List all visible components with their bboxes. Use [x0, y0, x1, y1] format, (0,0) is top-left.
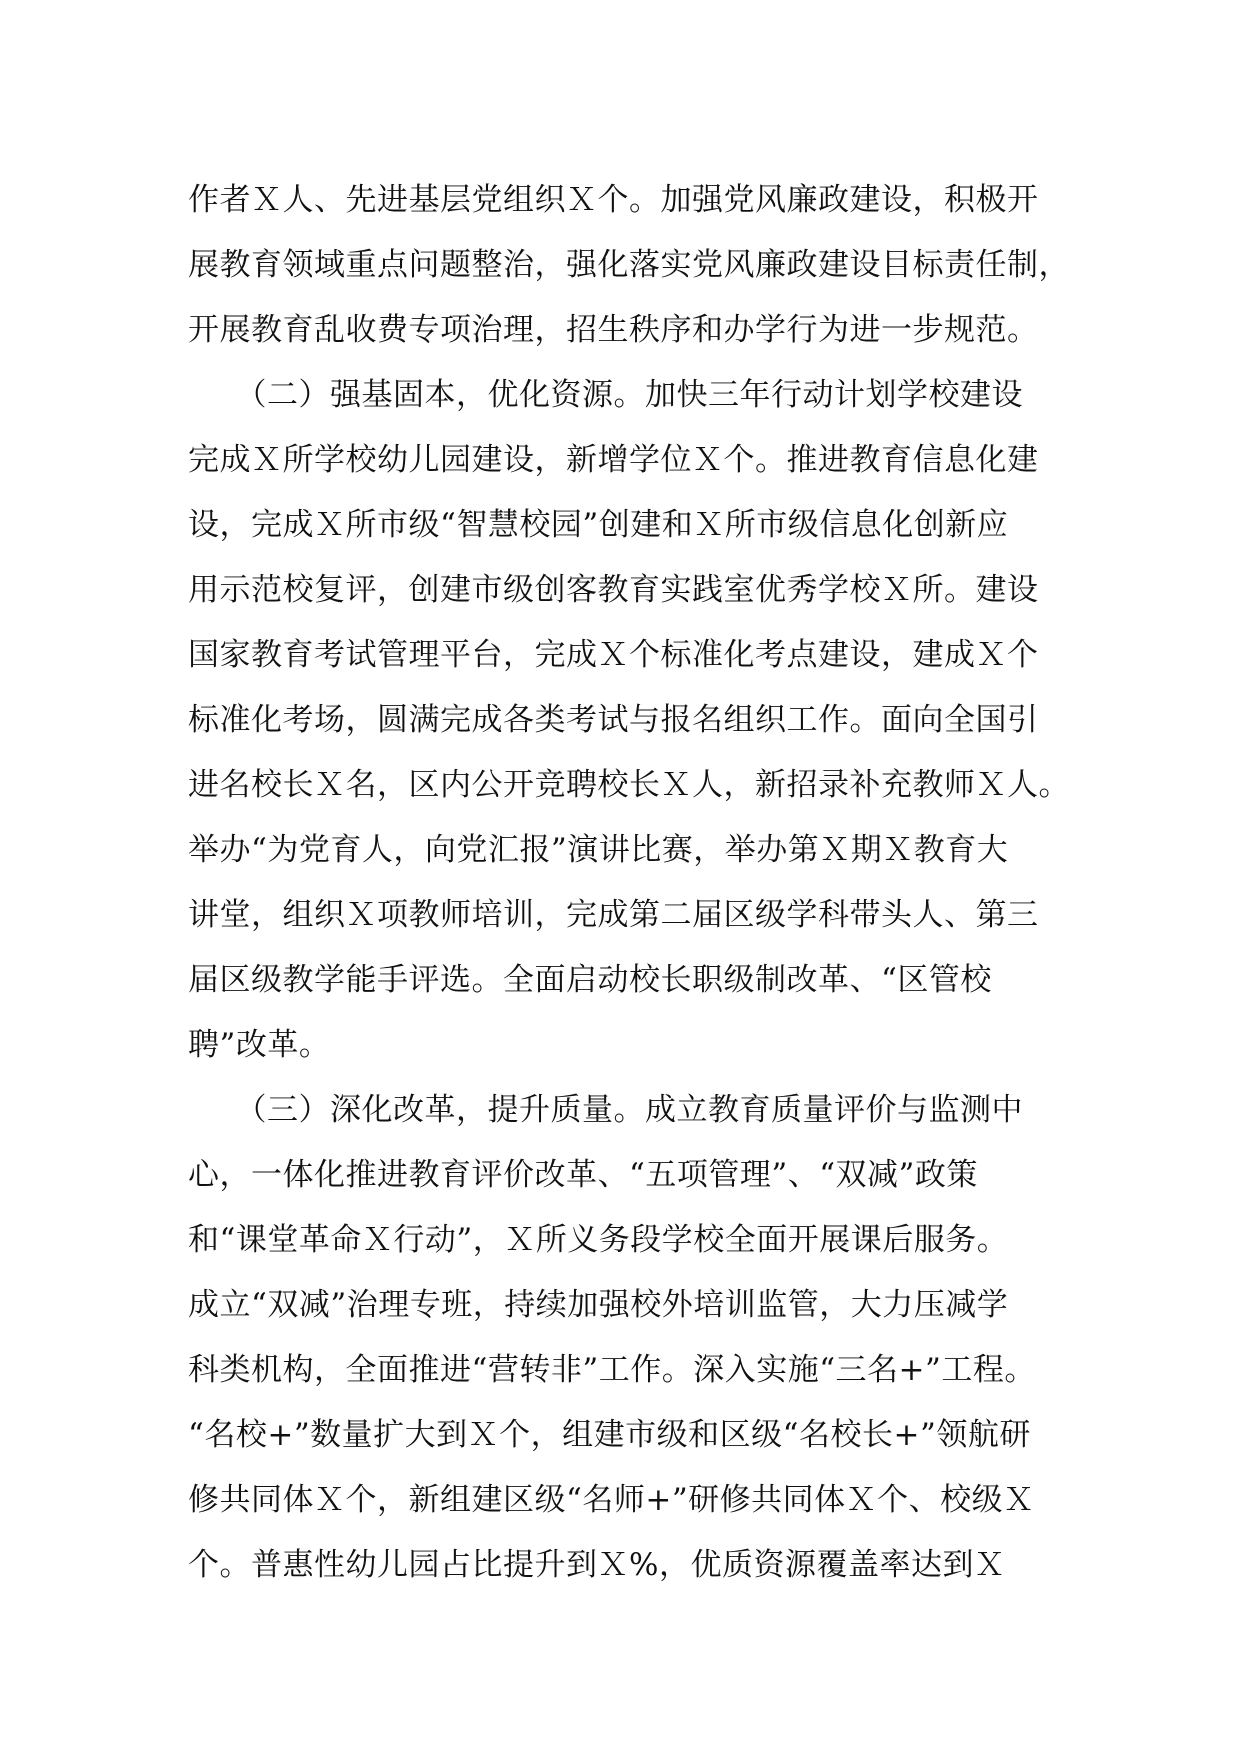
text-line: 标准化考场，圆满完成各类考试与报名组织工作。面向全国引: [188, 702, 1039, 738]
text-line: （三）深化改革，提升质量。成立教育质量评价与监测中: [188, 1092, 1023, 1128]
text-line: 进名校长Ｘ名，区内公开竞聘校长Ｘ人，新招录补充教师Ｘ人。: [188, 767, 1070, 803]
text-line: 开展教育乱收费专项治理，招生秩序和办学行为进一步规范。: [188, 312, 1039, 348]
text-line: 设，完成Ｘ所市级“智慧校园”创建和Ｘ所市级信息化创新应: [188, 507, 1009, 543]
text-line: 和“课堂革命Ｘ行动”，Ｘ所义务段学校全面开展课后服务。: [188, 1222, 1009, 1258]
text-line: 国家教育考试管理平台，完成Ｘ个标准化考点建设，建成Ｘ个: [188, 637, 1039, 673]
text-line: 讲堂，组织Ｘ项教师培训，完成第二届区级学科带头人、第三: [188, 897, 1039, 933]
text-line: 个。普惠性幼儿园占比提升到Ｘ%，优质资源覆盖率达到Ｘ: [188, 1547, 1006, 1583]
text-line: 届区级教学能手评选。全面启动校长职级制改革、“区管校: [188, 962, 992, 998]
body-text: [188, 168, 1088, 1598]
text-line: 作者Ｘ人、先进基层党组织Ｘ个。加强党风廉政建设，积极开: [188, 182, 1039, 218]
text-line: （二）强基固本，优化资源。加快三年行动计划学校建设: [188, 377, 1023, 413]
text-line: 举办“为党育人，向党汇报”演讲比赛，举办第Ｘ期Ｘ教育大: [188, 832, 1009, 868]
text-line: 聘”改革。: [188, 1027, 331, 1063]
text-line: 科类机构，全面推进“营转非”工作。深入实施“三名+”工程。: [188, 1352, 1036, 1388]
text-line: 成立“双减”治理专班，持续加强校外培训监管，大力压减学: [188, 1287, 1009, 1323]
text-line: 展教育领域重点问题整治，强化落实党风廉政建设目标责任制，: [188, 247, 1070, 283]
text-line: 修共同体Ｘ个，新组建区级“名师+”研修共同体Ｘ个、校级Ｘ: [188, 1482, 1035, 1518]
text-line: 用示范校复评，创建市级创客教育实践室优秀学校Ｘ所。建设: [188, 572, 1039, 608]
text-line: 心，一体化推进教育评价改革、“五项管理”、“双减”政策: [188, 1157, 978, 1193]
text-line: 完成Ｘ所学校幼儿园建设，新增学位Ｘ个。推进教育信息化建: [188, 442, 1039, 478]
text-line: “名校+”数量扩大到Ｘ个，组建市级和区级“名校长+”领航研: [188, 1417, 1031, 1453]
